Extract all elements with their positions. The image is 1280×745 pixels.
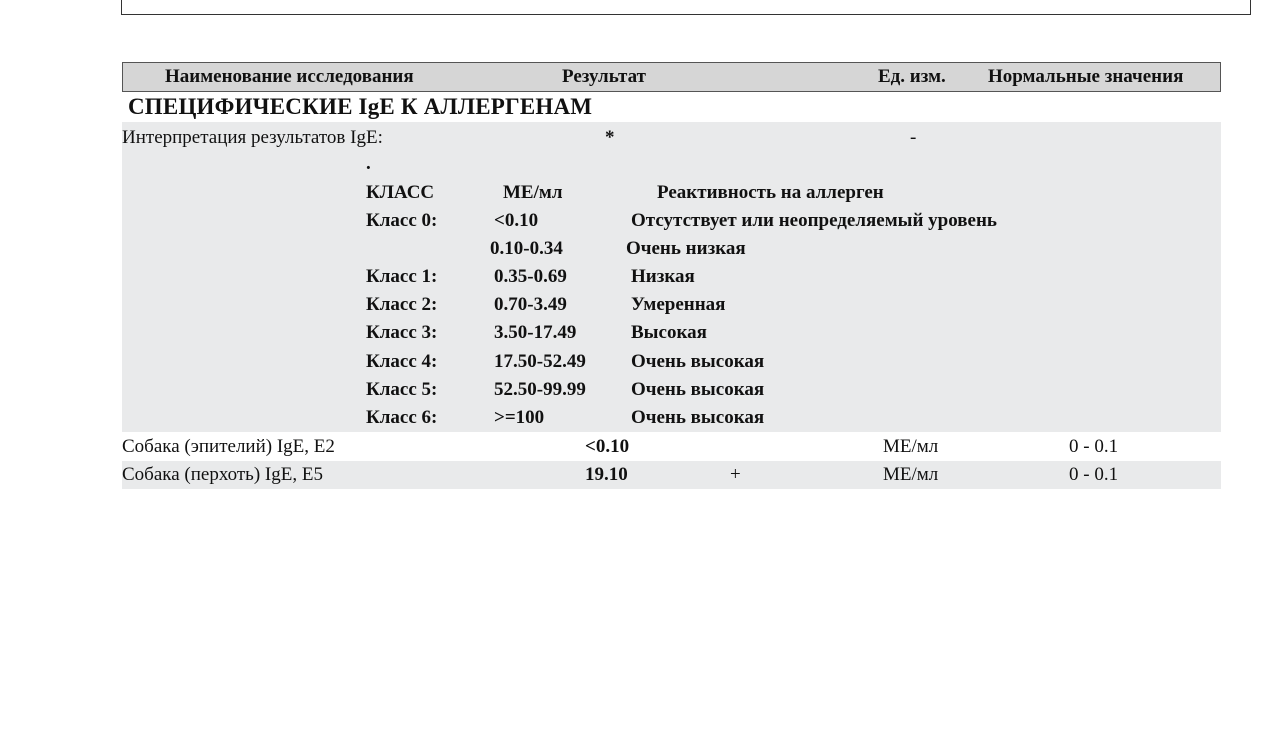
class-row-label: Класс 4:: [366, 351, 438, 372]
test-flag: +: [730, 464, 741, 485]
class-row-reactivity: Очень высокая: [631, 407, 765, 428]
header-unit: Ед. изм.: [878, 66, 946, 87]
class-row-reactivity: Очень высокая: [631, 351, 765, 372]
class-row-range: 52.50-99.99: [494, 379, 586, 400]
class-row-range: 0.10-0.34: [490, 238, 563, 259]
interpretation-result: *: [605, 127, 615, 148]
class-header-units: МЕ/мл: [503, 182, 563, 203]
class-row-label: Класс 6:: [366, 407, 438, 428]
test-unit: МЕ/мл: [883, 436, 939, 457]
class-row-range: <0.10: [494, 210, 539, 231]
header-result: Результат: [562, 66, 646, 87]
class-row-reactivity: Высокая: [631, 322, 707, 343]
class-row-reactivity: Очень высокая: [631, 379, 765, 400]
previous-section-box: [121, 0, 1251, 15]
test-normal-range: 0 - 0.1: [1069, 436, 1119, 457]
class-row-reactivity: Низкая: [631, 266, 695, 287]
class-row-label: Класс 1:: [366, 266, 438, 287]
class-row-reactivity: Умеренная: [631, 294, 726, 315]
class-row-reactivity: Отсутствует или неопределяемый уровень: [631, 210, 997, 231]
header-name: Наименование исследования: [165, 66, 414, 87]
class-row-range: 0.35-0.69: [494, 266, 567, 287]
class-row-label: Класс 5:: [366, 379, 438, 400]
header-normal-values: Нормальные значения: [988, 66, 1184, 87]
table-header: [122, 62, 1221, 92]
test-unit: МЕ/мл: [883, 464, 939, 485]
class-row-label: Класс 3:: [366, 322, 438, 343]
class-row-range: >=100: [494, 407, 545, 428]
class-row-range: 3.50-17.49: [494, 322, 577, 343]
section-title: СПЕЦИФИЧЕСКИЕ IgE К АЛЛЕРГЕНАМ: [128, 94, 593, 119]
test-name: Собака (эпителий) IgE, E2: [122, 436, 335, 457]
test-name: Собака (перхоть) IgE, E5: [122, 464, 323, 485]
table-row: [122, 433, 1221, 461]
class-row-reactivity: Очень низкая: [626, 238, 746, 259]
interpretation-label: Интерпретация результатов IgE:: [122, 127, 383, 148]
class-row-range: 17.50-52.49: [494, 351, 586, 372]
interpretation-dot: .: [366, 153, 371, 174]
class-header-reactivity: Реактивность на аллерген: [657, 182, 884, 203]
class-header-class: КЛАСС: [366, 182, 435, 203]
table-row: [122, 461, 1221, 489]
class-row-label: Класс 2:: [366, 294, 438, 315]
interpretation-normal: -: [910, 127, 917, 148]
class-row-range: 0.70-3.49: [494, 294, 567, 315]
test-result: <0.10: [585, 436, 630, 457]
class-row-label: Класс 0:: [366, 210, 438, 231]
test-result: 19.10: [585, 464, 628, 485]
test-normal-range: 0 - 0.1: [1069, 464, 1119, 485]
